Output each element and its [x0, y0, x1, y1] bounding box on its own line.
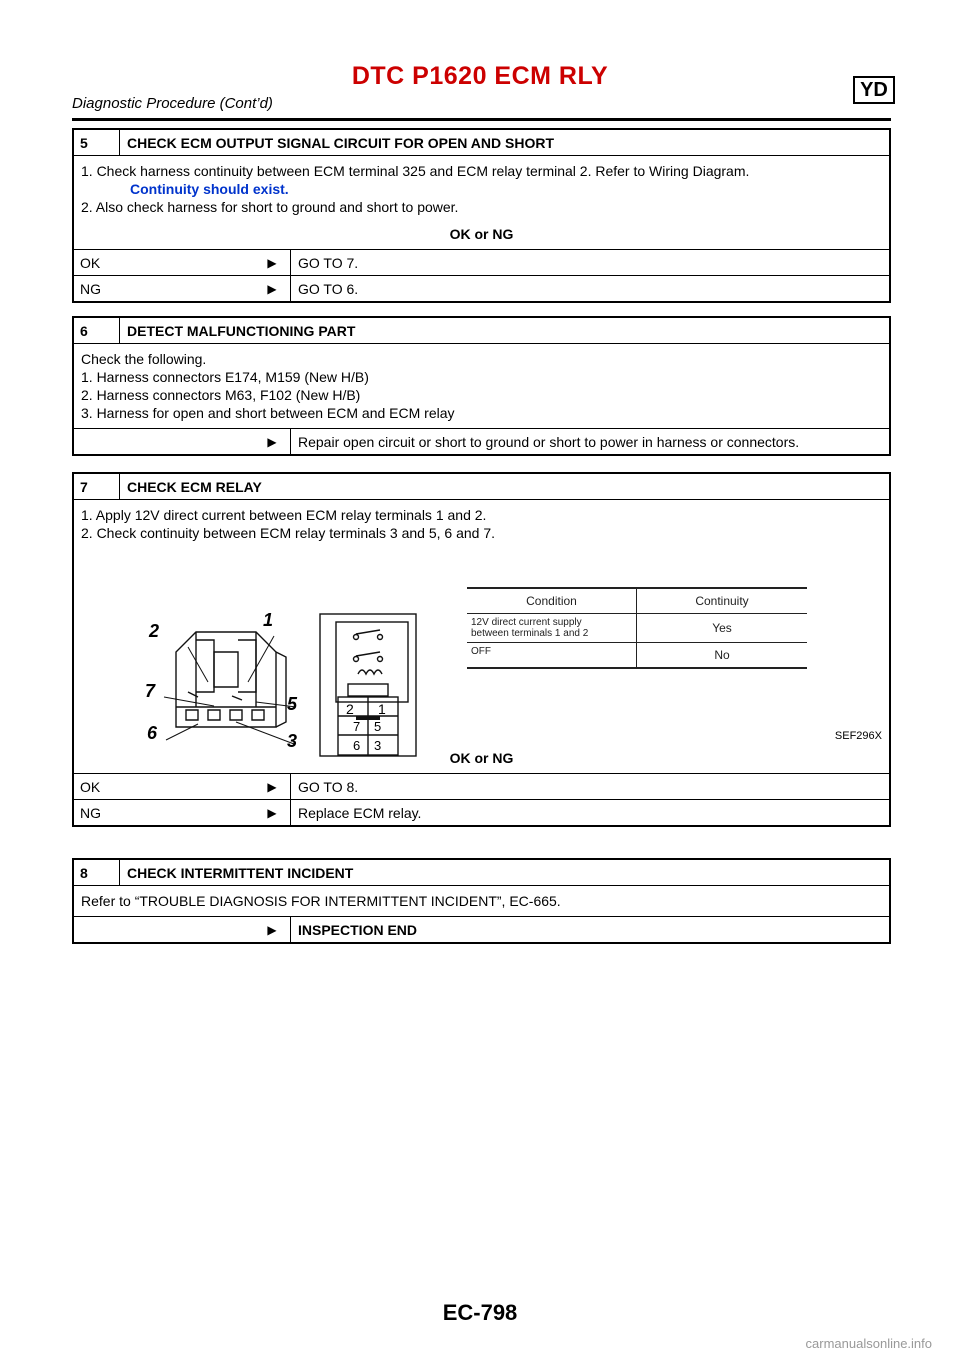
- play-arrow-icon: ▶: [267, 434, 277, 449]
- header-rule: [72, 118, 891, 121]
- instruction-line: 2. Also check harness for short to ground and short to power.: [81, 199, 459, 215]
- step-5-body: [74, 156, 889, 250]
- step-8-box: [72, 858, 891, 944]
- table-header-cell: Continuity: [695, 594, 749, 608]
- step-title: CHECK ECM RELAY: [127, 478, 262, 495]
- instruction-line: 2. Harness connectors M63, F102 (New H/B): [81, 387, 361, 403]
- instruction-line: 2. Check continuity between ECM relay terminals 3 and 5, 6 and 7.: [81, 525, 495, 541]
- callout-label-6: 6: [147, 723, 158, 743]
- result-row-ok: [74, 250, 889, 276]
- relay-terminal-6: 6: [353, 738, 361, 753]
- result-label: OK: [80, 778, 101, 795]
- section-code-badge: YD: [853, 76, 895, 104]
- result-action: GO TO 6.: [290, 276, 889, 301]
- result-action: GO TO 8.: [290, 774, 889, 799]
- step-number: 8: [74, 860, 120, 885]
- watermark-text: carmanualsonline.info: [805, 1336, 932, 1351]
- step-title: DETECT MALFUNCTIONING PART: [127, 322, 356, 339]
- result-action: Replace ECM relay.: [290, 800, 889, 825]
- relay-terminal-5: 5: [374, 719, 382, 734]
- step-8-header: [74, 860, 889, 886]
- instruction-line: 1. Harness connectors E174, M159 (New H/B): [81, 369, 369, 385]
- result-label: NG: [80, 280, 101, 297]
- result-row-ok: [74, 774, 889, 800]
- step-6-box: [72, 316, 891, 456]
- step-number: 5: [74, 130, 120, 155]
- callout-label-7: 7: [145, 681, 156, 701]
- play-arrow-icon: ▶: [267, 779, 277, 794]
- result-label: NG: [80, 804, 101, 821]
- page-subtitle: Diagnostic Procedure (Cont’d): [72, 95, 273, 112]
- relay-connector-drawing: [136, 612, 311, 757]
- result-action: Repair open circuit or short to ground or short to power in harness or connectors.: [290, 429, 889, 454]
- table-header-row: [467, 589, 807, 614]
- step-6-header: [74, 318, 889, 344]
- step-title: CHECK INTERMITTENT INCIDENT: [127, 864, 354, 881]
- page-title: DTC P1620 ECM RLY: [351, 62, 609, 90]
- relay-figure: [81, 542, 882, 753]
- callout-label-2: 2: [149, 621, 160, 641]
- step-7-header: [74, 474, 889, 500]
- result-row: [74, 917, 889, 942]
- step-5-box: [72, 128, 891, 303]
- instruction-line: 1. Apply 12V direct current between ECM relay terminals 1 and 2.: [81, 507, 487, 523]
- step-7-box: [72, 472, 891, 827]
- figure-code: SEF296X: [834, 730, 882, 742]
- step-7-body: [74, 500, 889, 774]
- relay-terminal-3: 3: [374, 738, 382, 753]
- step-number: 7: [74, 474, 120, 499]
- spec-note: Continuity should exist.: [130, 181, 289, 197]
- instruction-line: Refer to “TROUBLE DIAGNOSIS FOR INTERMITTENT INCIDENT”, EC-665.: [81, 893, 561, 909]
- relay-schematic: [316, 612, 421, 782]
- ok-or-ng-label: OK or NG: [449, 750, 514, 766]
- play-arrow-icon: ▶: [267, 281, 277, 296]
- relay-terminal-1: 1: [378, 701, 386, 717]
- table-row: [467, 643, 807, 667]
- table-cell: No: [714, 648, 730, 662]
- result-action: INSPECTION END: [290, 917, 889, 942]
- step-8-body: [74, 886, 889, 917]
- instruction-line: Check the following.: [81, 351, 207, 367]
- table-cell: Yes: [712, 621, 732, 635]
- page-number: EC-798: [442, 1300, 518, 1325]
- callout-label-1: 1: [263, 610, 274, 630]
- result-label: OK: [80, 254, 101, 271]
- instruction-line: 1. Check harness continuity between ECM terminal 325 and ECM relay terminal 2. Refer to Wiring Diagram.: [81, 163, 750, 179]
- play-arrow-icon: ▶: [267, 805, 277, 820]
- result-action: GO TO 7.: [290, 250, 889, 275]
- play-arrow-icon: ▶: [267, 255, 277, 270]
- table-cell-line: 12V direct current supply: [471, 617, 582, 628]
- instruction-line: 3. Harness for open and short between ECM and ECM relay: [81, 405, 455, 421]
- result-row: [74, 429, 889, 454]
- play-arrow-icon: ▶: [267, 922, 277, 937]
- relay-terminal-2: 2: [346, 701, 354, 717]
- table-cell: OFF: [467, 643, 637, 667]
- continuity-table: [467, 587, 807, 669]
- callout-label-5: 5: [287, 694, 298, 714]
- step-number: 6: [74, 318, 120, 343]
- step-5-header: [74, 130, 889, 156]
- table-cell: [467, 614, 637, 642]
- step-title: CHECK ECM OUTPUT SIGNAL CIRCUIT FOR OPEN AND SHORT: [127, 134, 555, 151]
- relay-terminal-7: 7: [353, 719, 361, 734]
- step-6-body: [74, 344, 889, 429]
- result-row-ng: [74, 276, 889, 301]
- table-cell-line: between terminals 1 and 2: [471, 628, 589, 639]
- callout-label-3: 3: [287, 731, 298, 751]
- result-row-ng: [74, 800, 889, 825]
- table-row: [467, 614, 807, 643]
- table-header-cell: Condition: [467, 589, 637, 613]
- ok-or-ng-label: OK or NG: [449, 226, 514, 242]
